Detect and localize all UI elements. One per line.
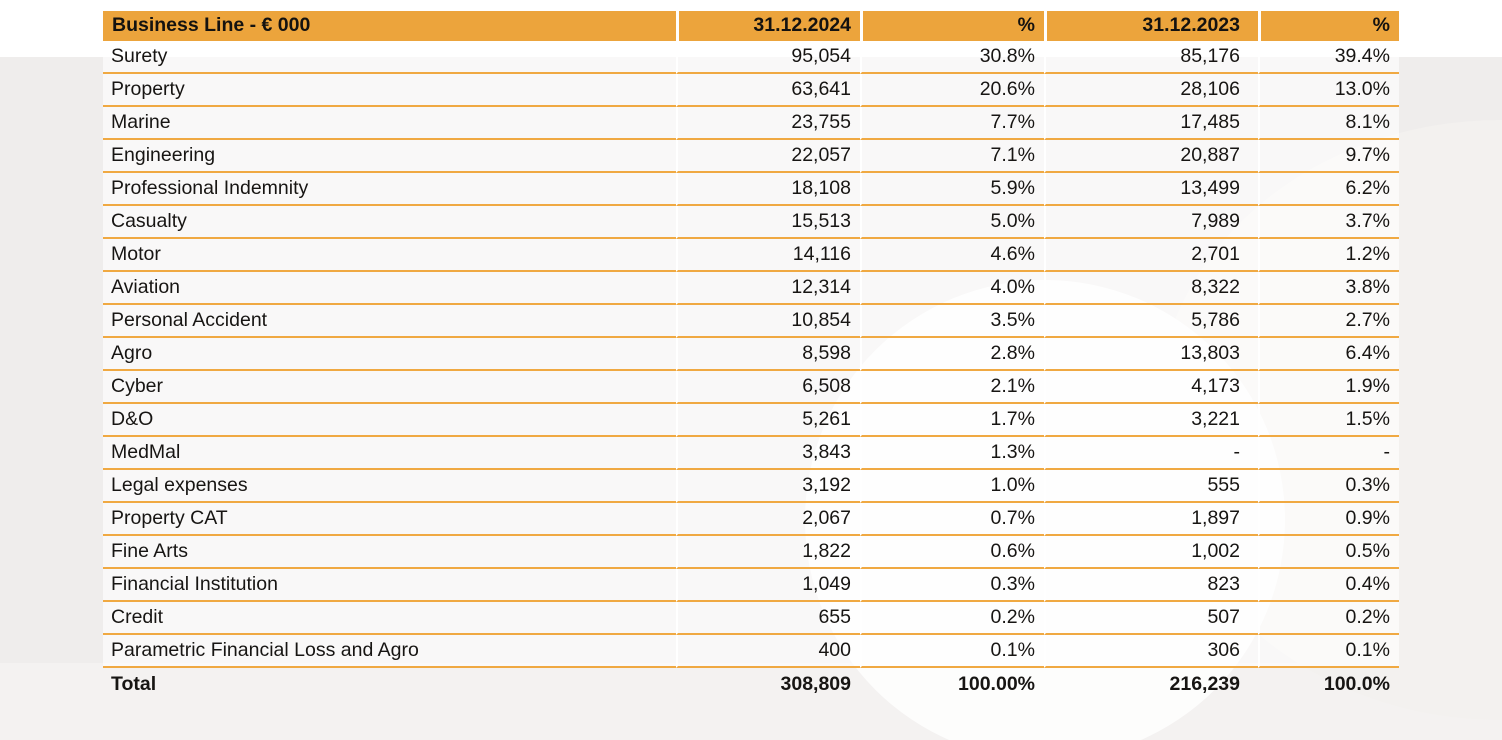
business-line-cell: Cyber: [103, 371, 676, 404]
table-row: [103, 272, 1399, 305]
value-2023-cell: 2,701: [1044, 239, 1258, 272]
value-2023-cell: 216,239: [1169, 672, 1240, 695]
percent-2024-cell: 0.7%: [860, 503, 1044, 536]
percent-2024-cell: 30.8%: [860, 41, 1044, 74]
percent-2023-cell: 13.0%: [1258, 74, 1399, 107]
value-2024-cell: 6,508: [676, 371, 860, 404]
value-2023-cell: 1,897: [1044, 503, 1258, 536]
value-2023-cell: 13,499: [1044, 173, 1258, 206]
business-line-cell: Casualty: [103, 206, 676, 239]
percent-2023-cell: 6.2%: [1258, 173, 1399, 206]
table-row: [103, 206, 1399, 239]
value-2024-cell: 2,067: [676, 503, 860, 536]
col-header-2023: 31.12.2023: [1044, 11, 1258, 41]
percent-2023-cell: 0.2%: [1258, 602, 1399, 635]
percent-2023-cell: 1.2%: [1258, 239, 1399, 272]
table-row: [103, 602, 1399, 635]
percent-2024-cell: 1.7%: [860, 404, 1044, 437]
value-2023-cell: 4,173: [1044, 371, 1258, 404]
header-row: [103, 11, 1399, 41]
table-row: [103, 173, 1399, 206]
percent-2024-cell: 20.6%: [860, 74, 1044, 107]
value-2024-cell: 23,755: [676, 107, 860, 140]
business-line-cell: Property CAT: [103, 503, 676, 536]
percent-2023-cell: 0.1%: [1258, 635, 1399, 668]
value-2023-cell: 17,485: [1044, 107, 1258, 140]
value-2024-cell: 14,116: [676, 239, 860, 272]
business-line-cell: Financial Institution: [103, 569, 676, 602]
percent-2024-cell: 0.6%: [860, 536, 1044, 569]
value-2023-cell: 20,887: [1044, 140, 1258, 173]
table-row: [103, 470, 1399, 503]
business-line-cell: MedMal: [103, 437, 676, 470]
business-line-cell: Motor: [103, 239, 676, 272]
table-row: [103, 338, 1399, 371]
percent-2024-cell: 0.3%: [860, 569, 1044, 602]
value-2023-cell: 5,786: [1044, 305, 1258, 338]
table-row: [103, 404, 1399, 437]
value-2024-cell: 5,261: [676, 404, 860, 437]
value-2023-cell: 7,989: [1044, 206, 1258, 239]
table-row: [103, 569, 1399, 602]
table-row: [103, 371, 1399, 404]
percent-2023-cell: 3.8%: [1258, 272, 1399, 305]
percent-2023-cell: 9.7%: [1258, 140, 1399, 173]
percent-2023-cell: 0.5%: [1258, 536, 1399, 569]
percent-2024-cell: 1.0%: [860, 470, 1044, 503]
business-line-cell: Personal Accident: [103, 305, 676, 338]
value-2023-cell: 555: [1044, 470, 1258, 503]
value-2024-cell: 655: [676, 602, 860, 635]
business-line-cell: D&O: [103, 404, 676, 437]
value-2023-cell: 28,106: [1044, 74, 1258, 107]
value-2023-cell: 823: [1044, 569, 1258, 602]
table-row: [103, 635, 1399, 668]
col-header-2024-percent: %: [860, 11, 1044, 41]
value-2023-cell: 1,002: [1044, 536, 1258, 569]
business-line-cell: Total: [111, 672, 157, 695]
percent-2023-cell: 0.3%: [1258, 470, 1399, 503]
value-2024-cell: 1,049: [676, 569, 860, 602]
business-line-cell: Marine: [103, 107, 676, 140]
col-header-business-line: Business Line - € 000: [103, 11, 676, 41]
table-row: [103, 41, 1399, 74]
percent-2024-cell: 2.1%: [860, 371, 1044, 404]
value-2024-cell: 18,108: [676, 173, 860, 206]
business-line-cell: Parametric Financial Loss and Agro: [103, 635, 676, 668]
percent-2023-cell: 6.4%: [1258, 338, 1399, 371]
business-line-cell: Engineering: [103, 140, 676, 173]
percent-2024-cell: 100.00%: [958, 672, 1035, 695]
percent-2023-cell: 2.7%: [1258, 305, 1399, 338]
percent-2024-cell: 2.8%: [860, 338, 1044, 371]
percent-2023-cell: -: [1258, 437, 1399, 470]
table-row: [103, 305, 1399, 338]
percent-2024-cell: 7.7%: [860, 107, 1044, 140]
percent-2023-cell: 1.9%: [1258, 371, 1399, 404]
business-line-cell: Property: [103, 74, 676, 107]
business-line-cell: Agro: [103, 338, 676, 371]
table-row: [103, 536, 1399, 569]
value-2024-cell: 3,192: [676, 470, 860, 503]
value-2023-cell: 3,221: [1044, 404, 1258, 437]
value-2024-cell: 400: [676, 635, 860, 668]
percent-2024-cell: 4.6%: [860, 239, 1044, 272]
value-2024-cell: 10,854: [676, 305, 860, 338]
percent-2023-cell: 0.4%: [1258, 569, 1399, 602]
percent-2024-cell: 0.2%: [860, 602, 1044, 635]
value-2023-cell: 306: [1044, 635, 1258, 668]
value-2024-cell: 15,513: [676, 206, 860, 239]
value-2024-cell: 308,809: [780, 672, 851, 695]
percent-2024-cell: 5.9%: [860, 173, 1044, 206]
table-row: [103, 239, 1399, 272]
percent-2023-cell: 1.5%: [1258, 404, 1399, 437]
business-line-cell: Surety: [103, 41, 676, 74]
percent-2023-cell: 0.9%: [1258, 503, 1399, 536]
value-2023-cell: 13,803: [1044, 338, 1258, 371]
business-line-table: [103, 11, 1399, 701]
table-row: [103, 140, 1399, 173]
business-line-cell: Fine Arts: [103, 536, 676, 569]
table-body: [103, 41, 1399, 701]
value-2024-cell: 1,822: [676, 536, 860, 569]
value-2024-cell: 12,314: [676, 272, 860, 305]
table-row: [103, 503, 1399, 536]
value-2024-cell: 63,641: [676, 74, 860, 107]
business-line-cell: Legal expenses: [103, 470, 676, 503]
value-2024-cell: 8,598: [676, 338, 860, 371]
table-row: [103, 74, 1399, 107]
value-2024-cell: 3,843: [676, 437, 860, 470]
percent-2024-cell: 4.0%: [860, 272, 1044, 305]
total-row: [103, 668, 1399, 701]
table-row: [103, 437, 1399, 470]
col-header-2023-percent: %: [1258, 11, 1399, 41]
value-2023-cell: 507: [1044, 602, 1258, 635]
business-line-cell: Aviation: [103, 272, 676, 305]
percent-2023-cell: 39.4%: [1258, 41, 1399, 74]
percent-2023-cell: 100.0%: [1323, 672, 1390, 695]
table-row: [103, 107, 1399, 140]
value-2024-cell: 95,054: [676, 41, 860, 74]
percent-2024-cell: 5.0%: [860, 206, 1044, 239]
value-2024-cell: 22,057: [676, 140, 860, 173]
value-2023-cell: 85,176: [1044, 41, 1258, 74]
percent-2024-cell: 1.3%: [860, 437, 1044, 470]
percent-2024-cell: 0.1%: [860, 635, 1044, 668]
value-2023-cell: -: [1044, 437, 1258, 470]
percent-2024-cell: 7.1%: [860, 140, 1044, 173]
percent-2024-cell: 3.5%: [860, 305, 1044, 338]
business-line-cell: Credit: [103, 602, 676, 635]
col-header-2024: 31.12.2024: [676, 11, 860, 41]
percent-2023-cell: 3.7%: [1258, 206, 1399, 239]
table-header: [103, 11, 1399, 41]
percent-2023-cell: 8.1%: [1258, 107, 1399, 140]
value-2023-cell: 8,322: [1044, 272, 1258, 305]
business-line-cell: Professional Indemnity: [103, 173, 676, 206]
